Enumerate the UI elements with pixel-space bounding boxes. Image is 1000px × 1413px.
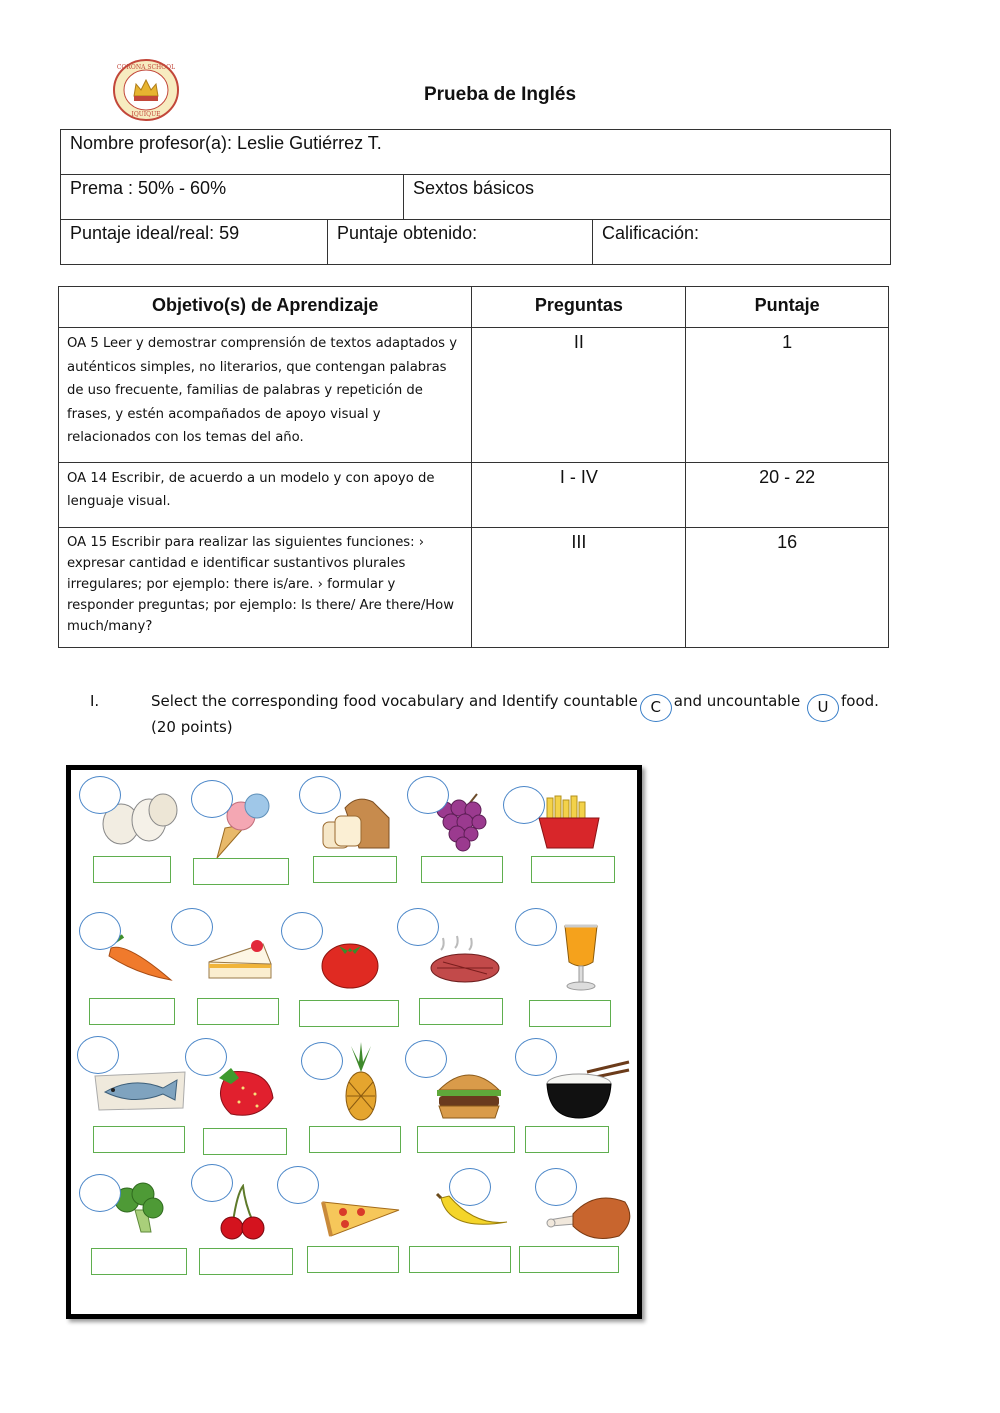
countable-bubble[interactable] bbox=[281, 912, 323, 950]
countable-bubble[interactable] bbox=[79, 912, 121, 950]
food-answer-box[interactable] bbox=[529, 1000, 611, 1027]
objectives-table bbox=[58, 286, 889, 648]
hamburger-image bbox=[435, 1066, 503, 1122]
countable-mark: C bbox=[640, 694, 672, 722]
food-answer-box[interactable] bbox=[419, 998, 503, 1025]
uncountable-mark: U bbox=[807, 694, 839, 722]
countable-bubble[interactable] bbox=[299, 776, 341, 814]
countable-bubble[interactable] bbox=[77, 1036, 119, 1074]
countable-bubble[interactable] bbox=[191, 780, 233, 818]
food-answer-box[interactable] bbox=[409, 1246, 511, 1273]
countable-bubble[interactable] bbox=[171, 908, 213, 946]
objective-description: OA 5 Leer y demostrar comprensión de textos adaptados y auténticos simples, no literarios, que contengan palabras de uso frecuente, familias de palabras y repetición de frases, y estén acompañados de apoyo visual y relacionados con los temas del año. bbox=[59, 328, 472, 463]
food-answer-box[interactable] bbox=[417, 1126, 515, 1153]
food-answer-box[interactable] bbox=[197, 998, 279, 1025]
food-worksheet bbox=[66, 765, 642, 1319]
objective-score: 16 bbox=[686, 528, 889, 648]
instruction-text: food. bbox=[840, 692, 879, 710]
countable-bubble[interactable] bbox=[515, 1038, 557, 1076]
steak-image bbox=[423, 934, 507, 986]
food-answer-box[interactable] bbox=[525, 1126, 609, 1153]
logo-text-top: CORONA SCHOOL bbox=[116, 64, 176, 71]
logo-text-bottom: IQUIQUE bbox=[131, 111, 161, 118]
countable-bubble[interactable] bbox=[79, 1174, 121, 1212]
food-answer-box[interactable] bbox=[203, 1128, 287, 1155]
grade-level: Sextos básicos bbox=[403, 175, 890, 219]
countable-bubble[interactable] bbox=[191, 1164, 233, 1202]
food-answer-box[interactable] bbox=[519, 1246, 619, 1273]
instruction-text: and uncountable bbox=[673, 692, 801, 710]
fish-image bbox=[93, 1070, 187, 1112]
food-answer-box[interactable] bbox=[199, 1248, 293, 1275]
food-answer-box[interactable] bbox=[307, 1246, 399, 1273]
ideal-score: Puntaje ideal/real: 59 bbox=[70, 223, 240, 243]
food-answer-box[interactable] bbox=[93, 1126, 185, 1153]
objective-questions: I - IV bbox=[472, 463, 686, 528]
juice-image bbox=[559, 922, 603, 992]
objective-score: 20 - 22 bbox=[686, 463, 889, 528]
countable-bubble[interactable] bbox=[535, 1168, 577, 1206]
strawberry-image bbox=[209, 1064, 277, 1122]
pizza-image bbox=[321, 1196, 401, 1238]
countable-bubble[interactable] bbox=[503, 786, 545, 824]
objectives-header: Objetivo(s) de Aprendizaje bbox=[59, 287, 472, 328]
objective-questions: III bbox=[472, 528, 686, 648]
food-answer-box[interactable] bbox=[313, 856, 397, 883]
pineapple-image bbox=[341, 1042, 381, 1122]
food-answer-box[interactable] bbox=[89, 998, 175, 1025]
instruction-number: I. bbox=[90, 692, 100, 710]
objective-description: OA 15 Escribir para realizar las siguientes funciones: › expresar cantidad e identificar sustantivos plurales irregulares; por ejemplo: there is/are. › formular y responder preguntas; por ejemplo: Is there/ Are there/How much/many? bbox=[59, 528, 472, 648]
objective-score: 1 bbox=[686, 328, 889, 463]
grade-mark-field[interactable]: Calificación: bbox=[592, 220, 890, 264]
teacher-name: Nombre profesor(a): Leslie Gutiérrez T. bbox=[70, 133, 382, 153]
instruction-points: (20 points) bbox=[151, 718, 233, 736]
countable-bubble[interactable] bbox=[185, 1038, 227, 1076]
food-answer-box[interactable] bbox=[309, 1126, 401, 1153]
countable-bubble[interactable] bbox=[397, 908, 439, 946]
page-title: Prueba de Inglés bbox=[423, 84, 577, 105]
countable-bubble[interactable] bbox=[515, 908, 557, 946]
countable-bubble[interactable] bbox=[405, 1040, 447, 1078]
food-answer-box[interactable] bbox=[193, 858, 289, 885]
countable-bubble[interactable] bbox=[301, 1042, 343, 1080]
countable-bubble[interactable] bbox=[407, 776, 449, 814]
food-answer-box[interactable] bbox=[421, 856, 503, 883]
prema: Prema : 50% - 60% bbox=[70, 178, 227, 198]
objective-questions: II bbox=[472, 328, 686, 463]
objective-description: OA 14 Escribir, de acuerdo a un modelo y con apoyo de lenguaje visual. bbox=[59, 463, 472, 528]
countable-bubble[interactable] bbox=[277, 1166, 319, 1204]
tomato-image bbox=[319, 934, 381, 990]
food-answer-box[interactable] bbox=[531, 856, 615, 883]
obtained-score-field[interactable]: Puntaje obtenido: bbox=[327, 220, 592, 264]
countable-bubble[interactable] bbox=[449, 1168, 491, 1206]
rice-image bbox=[539, 1060, 631, 1122]
score-header: Puntaje bbox=[686, 287, 889, 328]
questions-header: Preguntas bbox=[472, 287, 686, 328]
countable-bubble[interactable] bbox=[79, 776, 121, 814]
food-answer-box[interactable] bbox=[93, 856, 171, 883]
food-answer-box[interactable] bbox=[299, 1000, 399, 1027]
header-table bbox=[60, 129, 891, 265]
food-answer-box[interactable] bbox=[91, 1248, 187, 1275]
instruction-text: Select the corresponding food vocabulary and Identify countable bbox=[151, 692, 638, 710]
cake-image bbox=[205, 936, 275, 984]
